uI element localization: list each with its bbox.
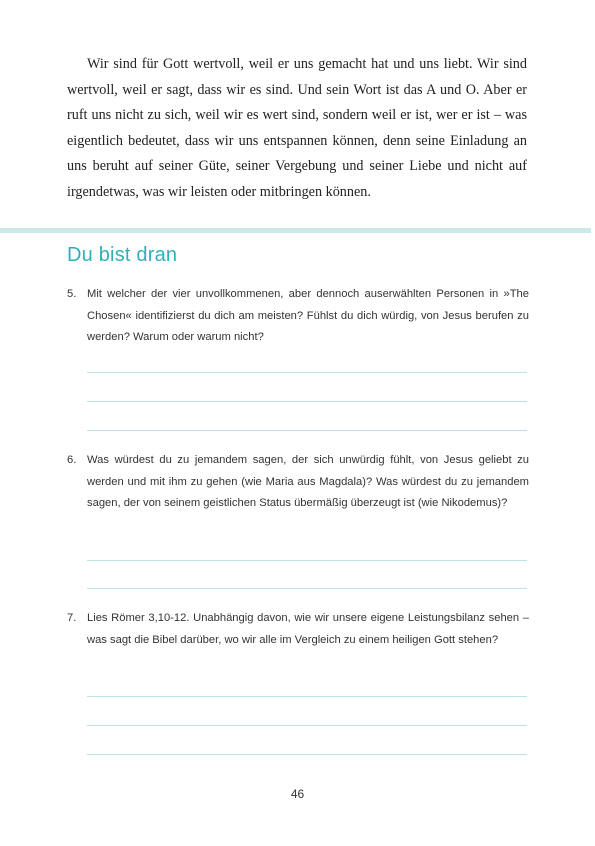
question-5 [67, 284, 529, 349]
answer-line[interactable] [87, 754, 527, 755]
question-6 [67, 450, 529, 515]
question-text: Mit welcher der vier unvollkommenen, aber dennoch auserwählten Personen in »The Chosen« identifizierst du dich am meisten? Fühlst du dich würdig, von Jesus berufen zu werden? Warum oder warum nicht? [87, 288, 529, 343]
answer-line[interactable] [87, 725, 527, 726]
question-text: Was würdest du zu jemandem sagen, der sich unwürdig fühlt, von Jesus geliebt zu werden und mit ihm zu gehen (wie Maria aus Magdala)? Was würdest du zu jemandem sagen, der von seinem geistlichen Status übermäßig überzeugt ist (wie Nikodemus)? [87, 454, 529, 509]
answer-line[interactable] [87, 560, 527, 561]
intro-paragraph: Wir sind für Gott wertvoll, weil er uns gemacht hat und uns liebt. Wir sind wertvoll, weil er sagt, dass wir es sind. Und sein Wort ist das A und O. Aber er ruft uns nicht zu sich, weil wir es wert sind, sondern weil er ist, wer er ist – was eigentlich bedeutet, dass wir uns entspannen können, denn seine Einladung an uns beruht auf seiner Güte, seiner Vergebung und seiner Liebe und nicht auf irgendetwas, was wir leisten oder mitbringen können. [67, 56, 527, 200]
section-title: Du bist dran [67, 244, 178, 266]
page-number: 46 [290, 787, 305, 801]
section-divider [0, 228, 591, 233]
answer-line[interactable] [87, 372, 527, 373]
question-number: 7. [67, 612, 77, 624]
answer-line[interactable] [87, 430, 527, 431]
question-number: 5. [67, 288, 77, 300]
answer-line[interactable] [87, 588, 527, 589]
answer-line[interactable] [87, 696, 527, 697]
question-number: 6. [67, 454, 77, 466]
question-text: Lies Römer 3,10-12. Unabhängig davon, wie wir unsere eigene Leistungsbilanz sehen – was sagt die Bibel darüber, wo wir alle im Vergleich zu einem heiligen Gott stehen? [87, 612, 529, 646]
intro-text [67, 52, 527, 205]
answer-line[interactable] [87, 401, 527, 402]
question-7 [67, 608, 529, 651]
